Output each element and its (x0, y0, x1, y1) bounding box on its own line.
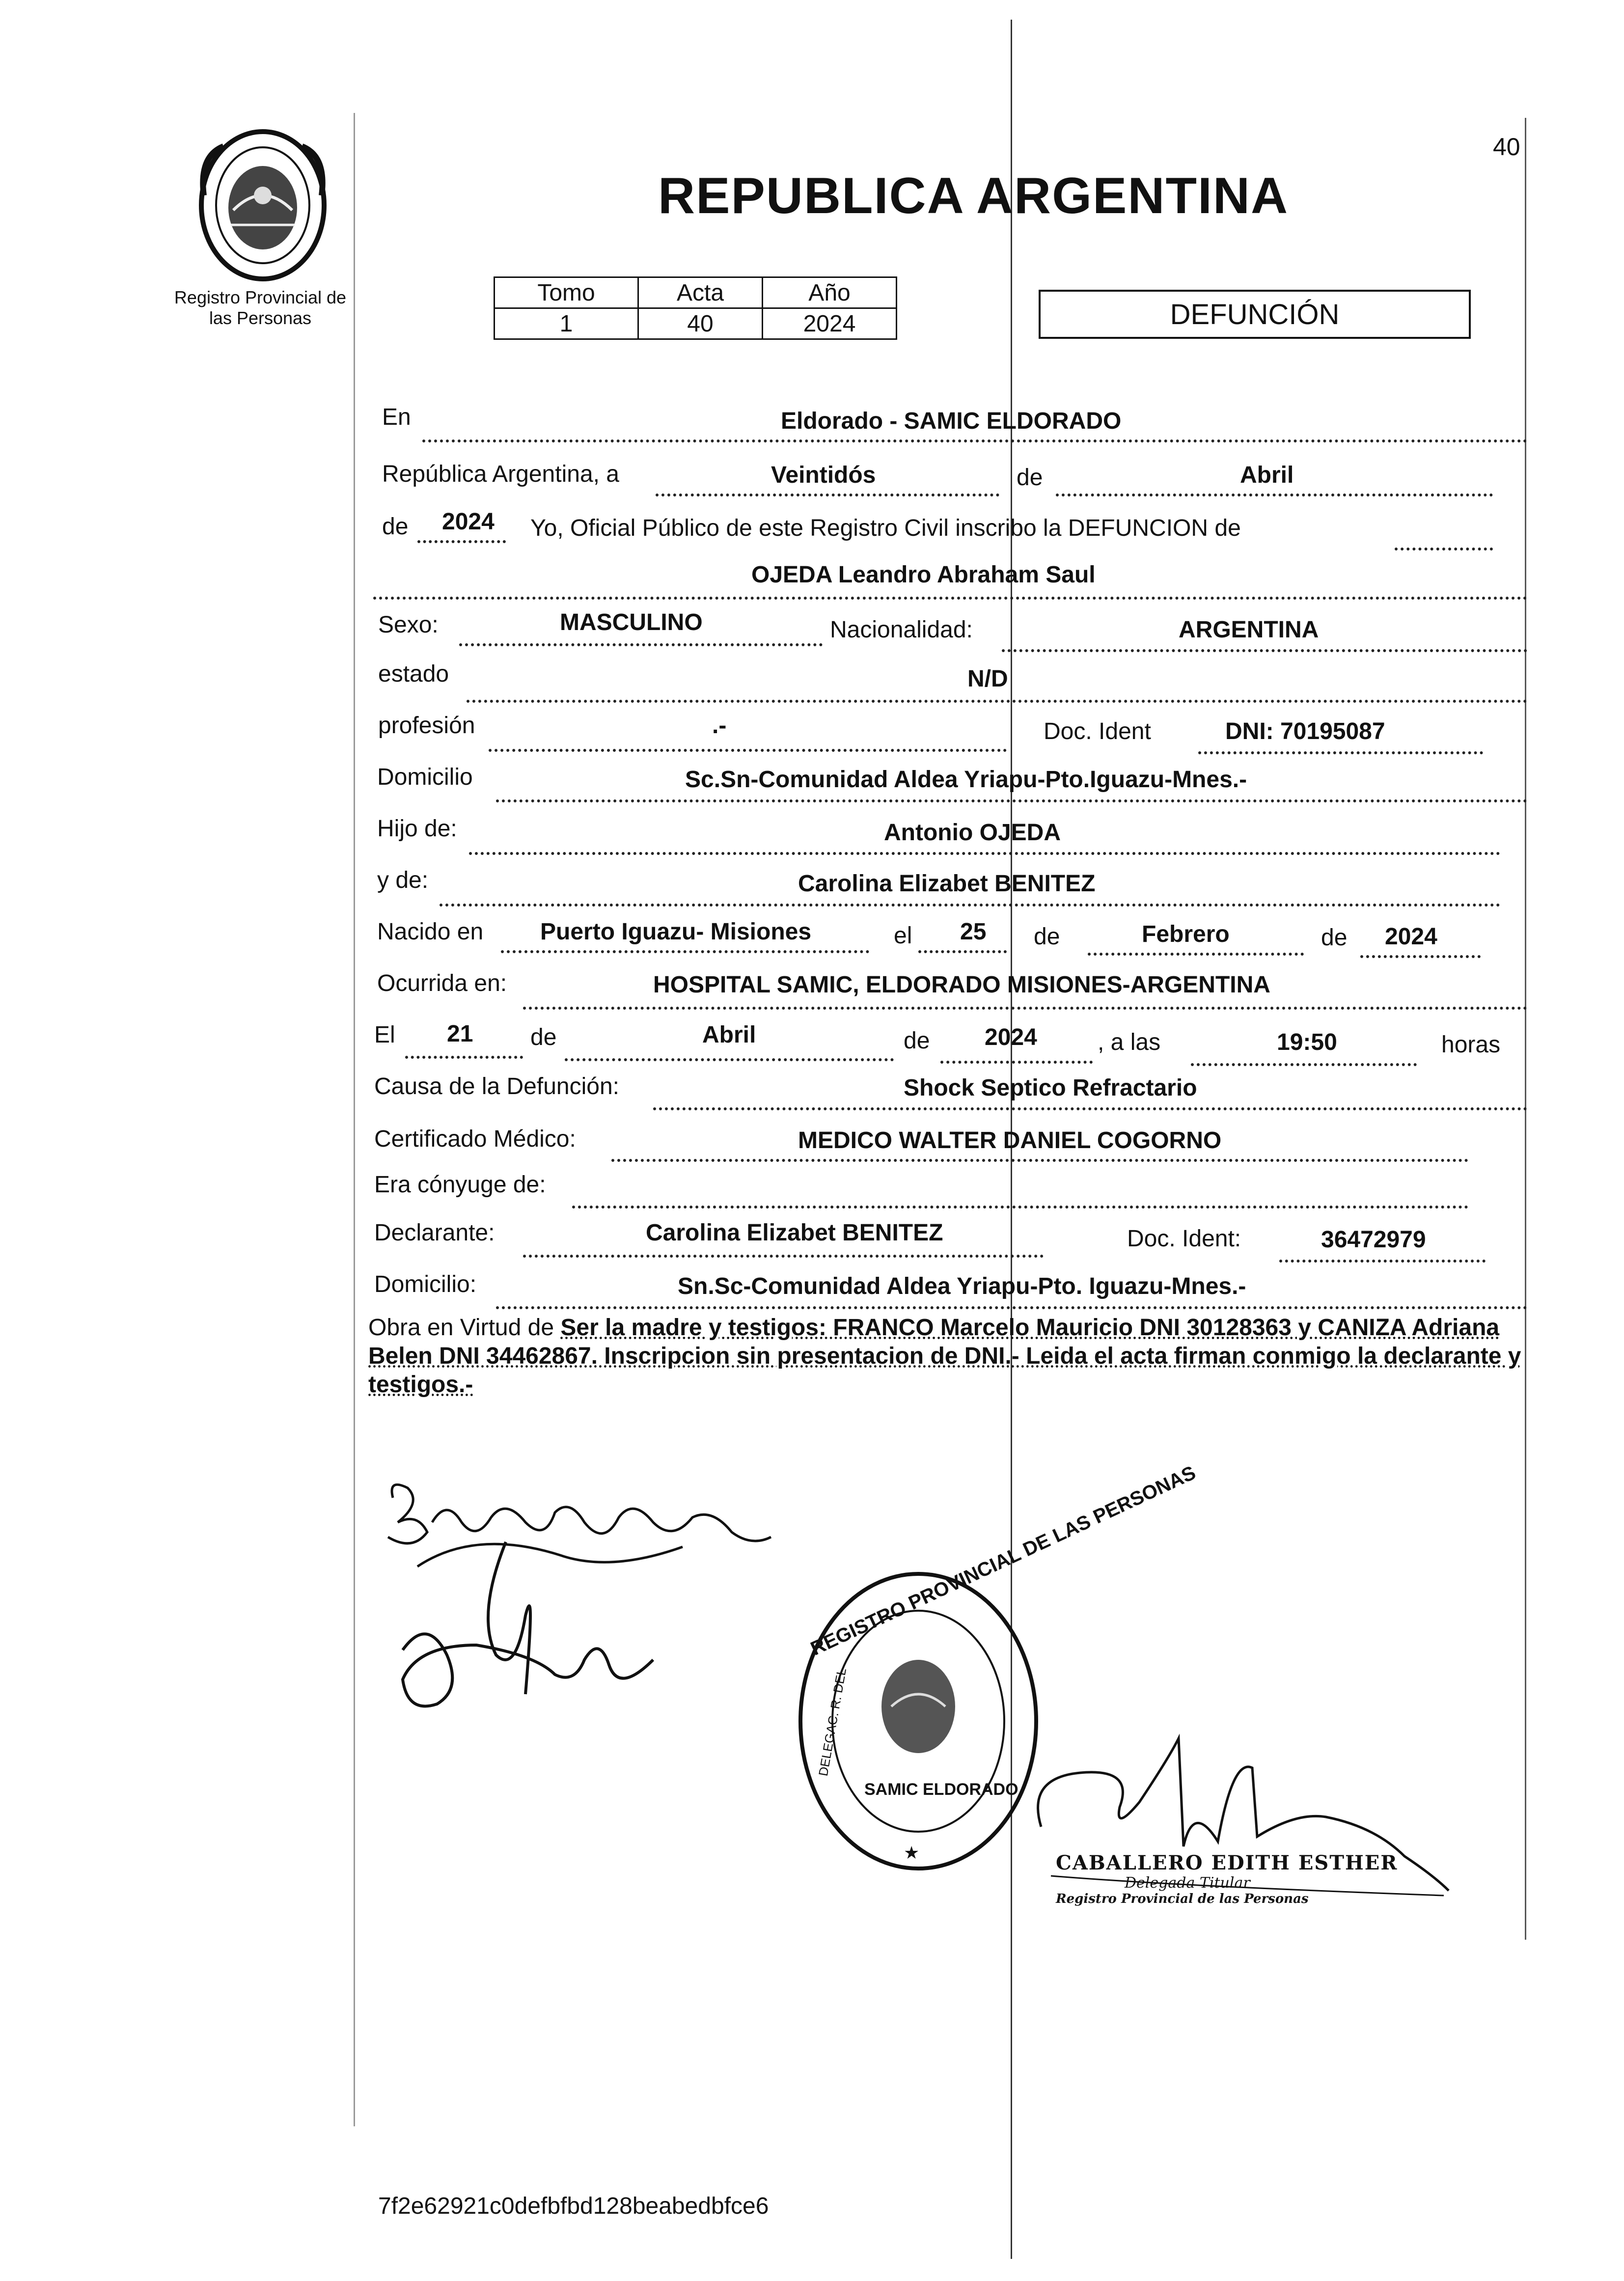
official-org: Registro Provincial de las Personas (1056, 1892, 1309, 1906)
table-header-acta: Acta (638, 277, 763, 308)
declarant-signature (378, 1468, 800, 1748)
label-profesion: profesión (378, 713, 475, 739)
value-obra: Ser la madre y testigos: FRANCO Marcelo Mauricio DNI 30128363 y CANIZA Adriana Belen DNI 34462867. Inscripcion sin presentacion de DNI.- Leida el acta firman conmigo la declarante y testigos.- (368, 1315, 1521, 1398)
document-hash: 7f2e62921c0defbfbd128beabedbfce6 (378, 2193, 769, 2219)
stamp-left-text: DELEGAC. R. DEL (815, 1667, 850, 1778)
value-sexo: MASCULINO (560, 609, 703, 635)
value-padre: Antonio OJEDA (884, 820, 1061, 846)
dotted-line (467, 700, 1527, 703)
label-doc-ident-declarante: Doc. Ident: (1127, 1226, 1241, 1252)
dotted-line (496, 799, 1527, 802)
value-dia-nacimiento: 25 (960, 919, 987, 945)
table-cell-tomo: 1 (495, 308, 638, 339)
dotted-line (501, 950, 869, 953)
dotted-line (1056, 494, 1493, 496)
official-role: Delegada Titular (1125, 1874, 1250, 1892)
dotted-line (940, 1061, 1093, 1064)
label-en: En (382, 404, 411, 430)
registry-label: Registro Provincial de las Personas (174, 287, 347, 328)
official-stamp (791, 1461, 1199, 1878)
dotted-line (440, 904, 1500, 907)
value-dia-letras: Veintidós (771, 462, 876, 488)
value-mes: Abril (1240, 462, 1294, 488)
label-obra: Obra en Virtud de (368, 1315, 554, 1341)
stamp-inner-text: SAMIC ELDORADO (864, 1780, 1018, 1799)
label-hijo-de: Hijo de: (377, 816, 457, 842)
label-domicilio: Domicilio (377, 764, 473, 790)
stamp-ring-text: REGISTRO PROVINCIAL DE LAS PERSONAS (807, 1461, 1199, 1660)
dotted-line (373, 597, 1527, 600)
left-edge-line (354, 113, 355, 2126)
dotted-line (1088, 953, 1304, 956)
value-estado: N/D (967, 666, 1008, 692)
dotted-line (1279, 1260, 1486, 1263)
dotted-line (459, 643, 823, 646)
value-ano-defuncion: 2024 (985, 1024, 1037, 1050)
label-de-year: de (382, 514, 409, 540)
dotted-line (523, 1255, 1044, 1258)
label-causa: Causa de la Defunción: (374, 1073, 619, 1099)
dotted-line (469, 852, 1500, 855)
label-y-de: y de: (377, 867, 429, 893)
value-nacionalidad: ARGENTINA (1179, 617, 1319, 643)
label-nacido-en: Nacido en (377, 919, 484, 945)
label-de: de (1017, 465, 1043, 491)
value-causa: Shock Septico Refractario (904, 1075, 1197, 1101)
table-header-ano: Año (763, 277, 897, 308)
dotted-line (611, 1159, 1468, 1162)
provincial-seal-icon (194, 127, 331, 284)
value-mes-nacimiento: Febrero (1142, 921, 1230, 947)
value-domicilio-declarante: Sn.Sc-Comunidad Aldea Yriapu-Pto. Iguazu-Mnes.- (678, 1273, 1246, 1299)
oficial-text: Yo, Oficial Público de este Registro Civil inscribo la DEFUNCION de (530, 515, 1241, 541)
label-certificado: Certificado Médico: (374, 1126, 576, 1152)
label-ocurrida-en: Ocurrida en: (377, 970, 507, 996)
dotted-line (417, 540, 506, 543)
table-cell-ano: 2024 (763, 308, 897, 339)
label-el-dia: El (374, 1022, 395, 1048)
value-madre: Carolina Elizabet BENITEZ (798, 871, 1096, 897)
record-table (494, 276, 897, 340)
obra-paragraph (368, 1314, 1527, 1399)
label-horas: horas (1441, 1032, 1501, 1058)
value-mes-defuncion: Abril (702, 1022, 756, 1048)
dotted-line (405, 1056, 523, 1059)
label-el: el (894, 923, 912, 949)
label-nacionalidad: Nacionalidad: (830, 617, 973, 643)
official-name: CABALLERO EDITH ESTHER (1056, 1851, 1398, 1874)
value-ano-nacimiento: 2024 (1385, 924, 1437, 950)
value-year: 2024 (442, 509, 495, 535)
value-domicilio: Sc.Sn-Comunidad Aldea Yriapu-Pto.Iguazu-Mnes.- (685, 767, 1247, 793)
dotted-line (1198, 751, 1483, 754)
value-profesion: .- (712, 713, 727, 739)
value-lugar: Eldorado - SAMIC ELDORADO (781, 408, 1122, 434)
dotted-line (565, 1058, 894, 1061)
dotted-line (422, 440, 1527, 442)
label-republica: República Argentina, a (382, 461, 619, 487)
label-de-mes-defuncion: de (530, 1024, 557, 1050)
table-header-tomo: Tomo (495, 277, 638, 308)
table-cell-acta: 40 (638, 308, 763, 339)
value-declarante: Carolina Elizabet BENITEZ (646, 1220, 943, 1246)
value-lugar-defuncion: HOSPITAL SAMIC, ELDORADO MISIONES-ARGENTINA (653, 972, 1270, 998)
label-de-ano-defuncion: de (904, 1028, 930, 1054)
dotted-line (496, 1306, 1527, 1309)
dotted-line (572, 1206, 1468, 1209)
dotted-line (523, 1007, 1527, 1010)
label-doc-ident: Doc. Ident (1044, 718, 1151, 744)
dotted-line (1395, 548, 1493, 550)
document-title: REPUBLICA ARGENTINA (658, 167, 1289, 224)
official-name-stamp (1056, 1851, 1429, 1906)
dotted-line (1191, 1063, 1417, 1066)
label-sexo: Sexo: (378, 612, 439, 638)
label-a-las: , a las (1098, 1029, 1161, 1055)
value-dni-declarante: 36472979 (1321, 1227, 1426, 1253)
dotted-line (918, 950, 1007, 953)
label-conyuge: Era cónyuge de: (374, 1172, 546, 1198)
dotted-line (656, 494, 999, 496)
dotted-line (1360, 955, 1481, 958)
value-hora-defuncion: 19:50 (1277, 1029, 1337, 1055)
value-lugar-nacimiento: Puerto Iguazu- Misiones (540, 919, 812, 945)
dotted-line (1002, 649, 1527, 652)
label-estado: estado (378, 661, 449, 687)
dotted-line (489, 749, 1007, 752)
label-de-ano: de (1321, 925, 1348, 951)
star-icon: ★ (904, 1843, 920, 1863)
label-declarante: Declarante: (374, 1220, 495, 1246)
label-de-mes: de (1034, 924, 1060, 950)
right-edge-line (1525, 118, 1526, 1940)
dotted-line (653, 1107, 1527, 1110)
record-type-box: DEFUNCIÓN (1039, 290, 1471, 339)
label-domicilio-declarante: Domicilio: (374, 1271, 477, 1297)
value-dni-fallecido: DNI: 70195087 (1225, 718, 1385, 744)
value-dia-defuncion: 21 (447, 1021, 473, 1047)
value-nombre-fallecido: OJEDA Leandro Abraham Saul (751, 562, 1096, 588)
page-number: 40 (1493, 133, 1520, 161)
value-certificado: MEDICO WALTER DANIEL COGORNO (798, 1127, 1222, 1154)
